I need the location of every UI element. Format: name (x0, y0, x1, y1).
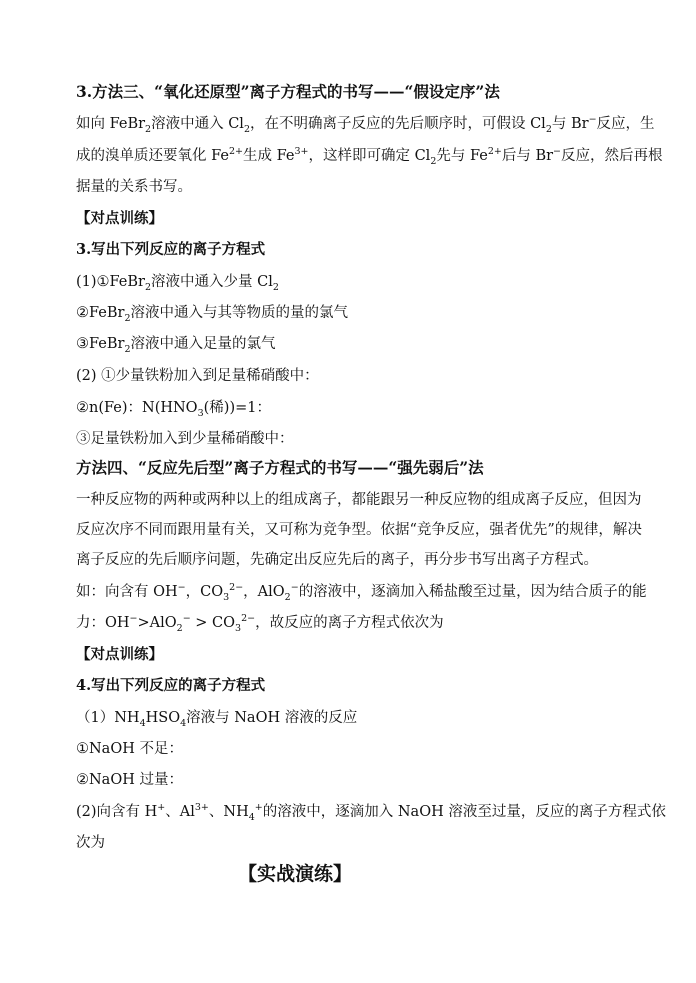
section-4-paragraph-line-4: 如：向含有 OH−，$CO_3^{2-}$，AlO$_2$−的溶液中，逐滴加入稀盐酸至过量，因为结合质子的能 (76, 582, 647, 603)
practice-3-question-1c: ③FeBr$_2$溶液中通入足量的氯气 (76, 336, 276, 355)
practice-4-question-2: (2)向含有 H+、$Al^{3+}$、$NH_4^+$的溶液中，逐滴加入 NaOH 溶液至过量，反应的离子方程式依 (76, 802, 666, 823)
section-3-paragraph-line-3: 据量的关系书写。 (76, 179, 192, 195)
practice-3-question-1a: (1)①FeBr$_2$溶液中通入少量 $Cl_2$ (76, 274, 279, 293)
practice-4-question-1: $(1)NH_4HSO_4$溶液与 NaOH 溶液的反应 (76, 710, 358, 729)
practice-3-question-1b: ②FeBr$_2$溶液中通入与其等物质的量的氯气 (76, 305, 348, 324)
practice-3-question-2a: (2) ①少量铁粉加入到足量稀硝酸中： (76, 368, 319, 384)
practice-4-tag: 【对点训练】 (76, 646, 163, 663)
practice-4-title: 4.写出下列反应的离子方程式 (76, 677, 266, 694)
final-section-heading: 【实战演练】 (238, 863, 353, 885)
section-3-paragraph-line-2: 成的溴单质还要氧化 $Fe^{2+}$生成 $Fe^{3+}$，这样即可确定 $Cl_2$先与 $Fe^{2+}$后与 Br−反应，然后再根 (76, 146, 663, 167)
section-4-paragraph-line-3: 离子反应的先后顺序问题，先确定出反应先后的离子，再分步书写出离子方程式。 (76, 552, 598, 568)
practice-3-tag: 【对点训练】 (76, 210, 163, 227)
section-4-paragraph-line-2: 反应次序不同而跟用量有关，又可称为竞争型。依据“竞争反应，强者优先”的规律，解决 (76, 522, 642, 538)
practice-4-question-1a: ①NaOH 不足： (76, 741, 183, 757)
section-3-paragraph-line-1: 如向 FeBr$_2$溶液中通入 $Cl_2$，在不明确离子反应的先后顺序时，可假设 $Cl_2$与 Br−反应，生 (76, 114, 655, 135)
section-4-paragraph-line-1: 一种反应物的两种或两种以上的组成离子，都能跟另一种反应物的组成离子反应，但因为 (76, 492, 642, 508)
section-4-paragraph-line-5: 力：$OH^->AlO_2^- > CO_3^{2-}$，故反应的离子方程式依次为 (76, 613, 444, 634)
section-3-heading: 3.方法三、“氧化还原型”离子方程式的书写——“假设定序”法 (76, 82, 500, 101)
practice-4-question-2-cont: 次为 (76, 835, 105, 851)
practice-3-question-2c: ③足量铁粉加入到少量稀硝酸中： (76, 431, 294, 447)
practice-3-title: 3.写出下列反应的离子方程式 (76, 241, 266, 258)
section-4-heading: 方法四、“反应先后型”离子方程式的书写——“强先弱后”法 (76, 458, 484, 477)
practice-4-question-1b: ②NaOH 过量： (76, 772, 183, 788)
practice-3-question-2b: ②n(Fe)：$N(HNO_3$(稀))=1： (76, 400, 271, 419)
